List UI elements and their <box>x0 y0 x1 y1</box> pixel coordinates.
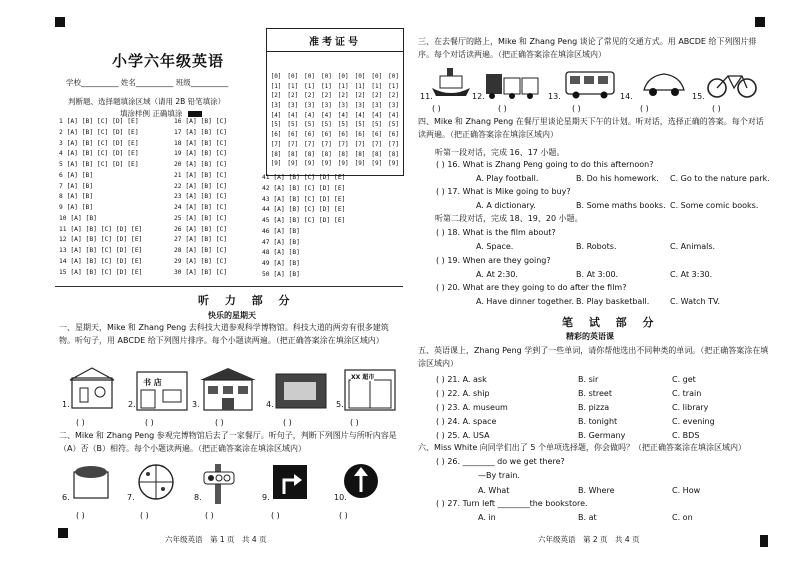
registration-mark-bottom-left <box>58 528 68 538</box>
question-21: ( ) 21. A. ask <box>436 375 487 384</box>
exam-id-digit-bubble[interactable]: [8] <box>304 150 316 158</box>
science-museum-picture <box>68 366 120 412</box>
fill-instruction: 判断题、选择题填涂区域（请用 2B 铅笔填涂） <box>68 97 226 106</box>
q19-option-a[interactable]: A. At 2:30. <box>476 270 518 279</box>
answer-column-1-15[interactable] <box>59 117 142 278</box>
answer-row[interactable]: 19 [A] [B] [C] <box>174 150 228 158</box>
exam-id-digit-bubble[interactable]: [2] <box>388 92 400 100</box>
exam-id-digit-bubble[interactable]: [5] <box>320 121 332 129</box>
q19-option-c[interactable]: C. At 3:30. <box>670 270 713 279</box>
exam-id-digit-bubble[interactable]: [1] <box>320 82 332 90</box>
exam-id-digit-bubble[interactable]: [6] <box>371 131 383 139</box>
exam-id-digit-bubble[interactable]: [4] <box>270 111 282 119</box>
answer-row[interactable]: 48 [A] [B] <box>262 249 300 257</box>
question-2-instruction: 二、Mike 和 Zhang Peng 参观完博物馆后去了一家餐厅。听句子，判断下列图片与所听内容是（A）否（B）相符。每个小题读两遍。（把正确答案涂在填涂区域内） <box>59 431 397 453</box>
question-5-instruction: 五、英语课上，Zhang Peng 学到了一些单词，请你帮他选出不同种类的单词。（把正确答案涂在填涂区域内） <box>418 346 769 368</box>
exam-id-digit-column[interactable] <box>335 72 351 169</box>
exam-id-digit-bubble[interactable]: [4] <box>320 111 332 119</box>
answer-row[interactable]: 26 [A] [B] [C] <box>174 225 228 233</box>
question-16: ( ) 16. What is Zhang Peng going to do this afternoon? <box>436 160 654 169</box>
exam-id-digit-bubble[interactable]: [9] <box>388 160 400 168</box>
exam-id-digit-bubble[interactable]: [8] <box>287 150 299 158</box>
exam-id-digit-bubble[interactable]: [3] <box>287 102 299 110</box>
ship-picture <box>430 66 472 100</box>
exam-id-digit-bubble[interactable]: [9] <box>320 160 332 168</box>
exam-id-digit-bubble[interactable]: [8] <box>337 150 349 158</box>
pic-label-11: 11. <box>420 92 433 101</box>
exam-id-digit-bubble[interactable]: [1] <box>337 82 349 90</box>
exam-id-digit-bubble[interactable]: [3] <box>320 102 332 110</box>
exam-id-digit-bubble[interactable]: [0] <box>304 73 316 80</box>
exam-id-digit-bubble[interactable]: [1] <box>388 82 400 90</box>
answer-row[interactable]: 20 [A] [B] [C] <box>174 161 228 168</box>
answer-row[interactable]: 46 [A] [B] <box>262 227 300 235</box>
exam-id-digit-column[interactable] <box>318 72 334 169</box>
pic-label-15: 15. <box>692 92 705 101</box>
question-27: ( ) 27. Turn left ________the bookstore. <box>436 499 588 508</box>
exam-id-digit-column[interactable] <box>285 72 301 169</box>
exam-id-digit-bubble[interactable]: [6] <box>337 131 349 139</box>
exam-id-digit-bubble[interactable]: [0] <box>371 73 383 80</box>
footer-left: 六年级英语 第 1 页 共 4 页 <box>165 535 267 544</box>
answer-row[interactable]: 50 [A] [B] <box>262 270 300 278</box>
pic-label-12: 12. <box>472 92 485 101</box>
exam-id-digit-bubble[interactable]: [9] <box>287 160 299 168</box>
pic-label-9: 9. <box>262 493 270 502</box>
q26-option-b[interactable]: B. Where <box>578 486 615 495</box>
exam-id-digit-bubble[interactable]: [2] <box>371 92 383 100</box>
q18-option-c[interactable]: C. Animals. <box>670 242 716 251</box>
exam-id-digit-bubble[interactable]: [5] <box>388 121 400 129</box>
question-4-instruction: 四、Mike 和 Zhang Peng 在餐厅里谈论星期天下午的计划。听对话，选择正确的答案。每个对话读两遍。（把正确答案涂在填涂区域内） <box>418 117 764 139</box>
exam-id-digit-bubble[interactable]: [5] <box>270 121 282 129</box>
exam-id-digit-bubble[interactable]: [6] <box>388 131 400 139</box>
exam-id-digit-bubble[interactable]: [4] <box>354 111 366 119</box>
exam-id-digit-bubble[interactable]: [0] <box>354 73 366 80</box>
answer-paren-3[interactable]: ( ) <box>215 418 224 427</box>
written-subheading: 精彩的英语课 <box>566 332 614 341</box>
pic-label-8: 8. <box>194 493 202 502</box>
exam-id-digit-bubble[interactable]: [3] <box>337 102 349 110</box>
registration-mark-bottom-right <box>760 535 768 547</box>
exam-id-digit-bubble[interactable]: [5] <box>304 121 316 129</box>
exam-id-digit-column[interactable] <box>268 72 284 169</box>
answer-column-41-50[interactable] <box>262 173 345 281</box>
question-6-instruction: 六、Miss White 向同学们出了 5 个单项选择题，你会做吗？（把正确答案涂在填涂区域内） <box>418 443 746 452</box>
exam-id-digit-bubble[interactable]: [7] <box>287 140 299 148</box>
supermarket-sign: XX 超市 <box>351 374 375 381</box>
pic-label-2: 2. <box>128 400 136 409</box>
exam-id-digit-bubble[interactable]: [6] <box>320 131 332 139</box>
answer-paren-10[interactable]: ( ) <box>339 511 348 520</box>
answer-row[interactable]: 2 [A] [B] [C] [D] [E] <box>59 128 139 136</box>
first-dialogue-note: 听第一段对话，完成 16、17 小题。 <box>435 148 565 157</box>
q20-option-a[interactable]: A. Have dinner together. <box>476 297 574 306</box>
answer-row[interactable]: 44 [A] [B] [C] [D] [E] <box>262 206 346 214</box>
q19-option-b[interactable]: B. At 3:00. <box>576 270 619 279</box>
q25-option-b[interactable]: B. Germany <box>578 431 626 440</box>
question-18: ( ) 18. What is the film about? <box>436 228 556 237</box>
exam-id-digit-bubble[interactable]: [0] <box>388 73 400 80</box>
pizza-picture <box>136 462 176 502</box>
bike-picture <box>706 66 758 100</box>
screen-picture <box>274 372 328 412</box>
answer-row[interactable]: 6 [A] [B] <box>59 171 94 179</box>
exam-id-digit-bubble[interactable]: [4] <box>371 111 383 119</box>
student-info-fields[interactable]: 学校__________ 姓名__________ 班级__________ <box>66 78 229 87</box>
traffic-lights-picture <box>202 462 236 504</box>
answer-paren-8[interactable]: ( ) <box>205 511 214 520</box>
answer-row[interactable]: 49 [A] [B] <box>262 260 300 267</box>
answer-row[interactable]: 14 [A] [B] [C] [D] [E] <box>59 257 143 265</box>
q21-option-c[interactable]: C. get <box>672 375 696 384</box>
q23-option-c[interactable]: C. library <box>672 403 709 412</box>
answer-row[interactable]: 22 [A] [B] [C] <box>174 182 228 190</box>
listening-subheading: 快乐的星期天 <box>208 311 256 320</box>
exam-id-digit-bubble[interactable]: [8] <box>388 150 400 158</box>
bookstore-picture <box>135 366 191 412</box>
answer-paren-9[interactable]: ( ) <box>271 511 280 520</box>
page-title: 小学六年级英语 <box>112 52 225 70</box>
exam-id-digit-bubble[interactable]: [7] <box>320 140 332 148</box>
q22-option-b[interactable]: B. street <box>578 389 612 398</box>
exam-id-digit-bubble[interactable]: [1] <box>287 82 299 90</box>
exam-id-digit-bubble[interactable]: [8] <box>354 150 366 158</box>
cinema-building-picture <box>198 366 258 412</box>
answer-row[interactable]: 21 [A] [B] [C] <box>174 171 228 179</box>
answer-row[interactable]: 4 [A] [B] [C] [D] [E] <box>59 150 139 158</box>
q26-option-a[interactable]: A. What <box>478 486 510 495</box>
q27-option-c[interactable]: C. on <box>672 513 693 522</box>
exam-id-digit-bubble[interactable]: [1] <box>270 82 282 90</box>
pic-label-13: 13. <box>548 92 561 101</box>
exam-id-digit-bubble[interactable]: [4] <box>287 111 299 119</box>
exam-id-digit-bubble[interactable]: [7] <box>354 140 366 148</box>
exam-id-digit-bubble[interactable]: [5] <box>337 121 349 129</box>
exam-id-digit-bubble[interactable]: [7] <box>304 140 316 148</box>
exam-id-digit-bubble[interactable]: [2] <box>337 92 349 100</box>
q27-option-a[interactable]: A. in <box>478 513 496 522</box>
answer-row[interactable]: 3 [A] [B] [C] [D] [E] <box>59 139 139 147</box>
exam-id-digit-bubble[interactable]: [7] <box>388 140 400 148</box>
q17-option-a[interactable]: A. A dictionary. <box>476 201 536 210</box>
second-dialogue-note: 听第二段对话，完成 18、19、20 小题。 <box>435 214 583 223</box>
question-25: ( ) 25. A. USA <box>436 431 490 440</box>
answer-paren-2[interactable]: ( ) <box>145 418 154 427</box>
answer-paren-14[interactable]: ( ) <box>640 104 649 113</box>
exam-id-digit-bubble[interactable]: [8] <box>320 150 332 158</box>
answer-row[interactable]: 24 [A] [B] [C] <box>174 204 228 211</box>
question-3-instruction: 三、在去餐厅的路上，Mike 和 Zhang Peng 谈论了常见的交通方式。用 ABCDE 给下列图片排序。每个对话读两遍。（把正确答案涂在填涂区域内） <box>418 37 757 59</box>
answer-row[interactable]: 1 [A] [B] [C] [D] [E] <box>59 118 139 125</box>
answer-row[interactable]: 30 [A] [B] [C] <box>174 268 228 276</box>
exam-id-digit-bubble[interactable]: [2] <box>270 92 282 100</box>
pic-label-3: 3. <box>192 400 200 409</box>
question-20: ( ) 20. What are they going to do after the film? <box>436 283 627 292</box>
exam-id-digit-bubble[interactable]: [9] <box>354 160 366 168</box>
exam-id-digit-bubble[interactable]: [8] <box>371 150 383 158</box>
answer-row[interactable]: 27 [A] [B] [C] <box>174 236 228 244</box>
answer-paren-12[interactable]: ( ) <box>498 104 507 113</box>
q27-option-b[interactable]: B. at <box>578 513 597 522</box>
answer-column-16-30[interactable] <box>174 117 227 278</box>
bookstore-sign: 书 店 <box>143 378 162 387</box>
answer-paren-7[interactable]: ( ) <box>140 511 149 520</box>
written-heading: 笔 试 部 分 <box>562 316 660 329</box>
exam-id-digit-bubble[interactable]: [6] <box>270 131 282 139</box>
pic-label-4: 4. <box>266 400 274 409</box>
exam-id-digit-bubble[interactable]: [6] <box>287 131 299 139</box>
exam-id-digit-bubble[interactable]: [0] <box>320 73 332 80</box>
sign-picture <box>72 462 112 502</box>
q25-option-c[interactable]: C. BDS <box>672 431 700 440</box>
answer-row[interactable]: 9 [A] [B] <box>59 204 94 211</box>
fill-sample-text: 填涂样例 正确填涂 <box>120 109 183 118</box>
exam-id-digit-bubble[interactable]: [9] <box>337 160 349 168</box>
exam-id-digit-bubble[interactable]: [2] <box>287 92 299 100</box>
go-straight-sign-picture <box>342 462 380 500</box>
q26-option-c[interactable]: C. How <box>672 486 701 495</box>
exam-id-digit-bubble[interactable]: [3] <box>304 102 316 110</box>
answer-row[interactable]: 23 [A] [B] [C] <box>174 193 228 201</box>
q26-reply: —By train. <box>478 471 520 480</box>
exam-id-digit-bubble[interactable]: [5] <box>371 121 383 129</box>
exam-id-digit-bubble[interactable]: [3] <box>270 102 282 110</box>
pic-label-10: 10. <box>334 493 347 502</box>
listening-heading: 听 力 部 分 <box>198 294 296 307</box>
exam-id-divider <box>267 51 403 52</box>
answer-paren-4[interactable]: ( ) <box>283 418 292 427</box>
answer-paren-5[interactable]: ( ) <box>350 418 359 427</box>
answer-paren-13[interactable]: ( ) <box>572 104 581 113</box>
exam-id-digit-bubble[interactable]: [2] <box>304 92 316 100</box>
answer-row[interactable]: 18 [A] [B] [C] <box>174 139 228 147</box>
answer-row[interactable]: 28 [A] [B] [C] <box>174 247 228 254</box>
question-17: ( ) 17. What is Mike going to buy? <box>436 187 571 196</box>
answer-row[interactable]: 8 [A] [B] <box>59 193 94 201</box>
answer-paren-11[interactable]: ( ) <box>432 104 441 113</box>
exam-id-digit-bubble[interactable]: [2] <box>354 92 366 100</box>
exam-id-digit-bubble[interactable]: [3] <box>371 102 383 110</box>
bus-picture <box>564 70 616 100</box>
exam-id-digit-bubble[interactable]: [5] <box>354 121 366 129</box>
q18-option-a[interactable]: A. Space. <box>476 242 514 251</box>
exam-id-digit-bubble[interactable]: [1] <box>354 82 366 90</box>
answer-row[interactable]: 15 [A] [B] [C] [D] [E] <box>59 268 143 276</box>
exam-id-digit-bubble[interactable]: [1] <box>304 82 316 90</box>
exam-id-digit-bubble[interactable]: [6] <box>354 131 366 139</box>
exam-id-digit-bubble[interactable]: [3] <box>388 102 400 110</box>
exam-id-digit-bubble[interactable]: [9] <box>270 160 282 168</box>
pic-label-14: 14. <box>620 92 633 101</box>
exam-id-digit-column[interactable] <box>369 72 385 169</box>
question-24: ( ) 24. A. space <box>436 417 497 426</box>
exam-id-digit-bubble[interactable]: [2] <box>320 92 332 100</box>
exam-id-digit-column[interactable] <box>386 72 402 169</box>
exam-id-digit-bubble[interactable]: [8] <box>270 150 282 158</box>
exam-id-digit-bubble[interactable]: [9] <box>371 160 383 168</box>
registration-mark-top-right <box>755 17 765 27</box>
answer-row[interactable]: 43 [A] [B] [C] [D] [E] <box>262 195 346 203</box>
pic-label-1: 1. <box>62 400 70 409</box>
exam-id-digit-column[interactable] <box>302 72 318 169</box>
q24-option-b[interactable]: B. tonight <box>578 417 618 426</box>
question-1-instruction: 一、星期天，Mike 和 Zhang Peng 去科技大道参观科学博物馆。科技大道的两旁有很多建筑物。听句子，用 ABCDE 给下列图片排序。每个小题读两遍。（把正确答案涂在填涂区域内） <box>59 323 389 345</box>
exam-id-digit-bubble[interactable]: [0] <box>270 73 282 80</box>
footer-right: 六年级英语 第 2 页 共 4 页 <box>538 535 640 544</box>
q17-option-b[interactable]: B. Some maths books. <box>576 201 666 210</box>
exam-id-digit-bubble[interactable]: [7] <box>337 140 349 148</box>
q16-option-b[interactable]: B. Do his homework. <box>576 174 659 183</box>
answer-row[interactable]: 10 [A] [B] <box>59 214 97 222</box>
pic-label-5: 5. <box>336 400 344 409</box>
exam-id-digit-bubble[interactable]: [1] <box>371 82 383 90</box>
pic-label-6: 6. <box>62 493 70 502</box>
answer-row[interactable]: 25 [A] [B] [C] <box>174 214 228 222</box>
train-picture <box>484 68 540 100</box>
answer-paren-6[interactable]: ( ) <box>76 511 85 520</box>
answer-row[interactable]: 16 [A] [B] [C] <box>174 118 228 125</box>
answer-row[interactable]: 47 [A] [B] <box>262 238 300 246</box>
answer-paren-15[interactable]: ( ) <box>712 104 721 113</box>
answer-sheet-bottom-rule <box>55 286 403 287</box>
q24-option-c[interactable]: C. evening <box>672 417 715 426</box>
q18-option-b[interactable]: B. Robots. <box>576 242 617 251</box>
answer-row[interactable]: 13 [A] [B] [C] [D] [E] <box>59 247 143 254</box>
q16-option-a[interactable]: A. Play football. <box>476 174 539 183</box>
question-19: ( ) 19. When are they going? <box>436 256 551 265</box>
q23-option-b[interactable]: B. pizza <box>578 403 610 412</box>
exam-id-digit-bubble[interactable]: [7] <box>371 140 383 148</box>
exam-id-digit-bubble[interactable]: [5] <box>287 121 299 129</box>
answer-row[interactable]: 5 [A] [B] [C] [D] [E] <box>59 161 139 168</box>
q16-option-c[interactable]: C. Go to the nature park. <box>670 174 770 183</box>
answer-row[interactable]: 12 [A] [B] [C] [D] [E] <box>59 236 143 244</box>
exam-id-digit-bubble[interactable]: [0] <box>287 73 299 80</box>
q20-option-c[interactable]: C. Watch TV. <box>670 297 720 306</box>
exam-id-digit-bubble[interactable]: [0] <box>337 73 349 80</box>
exam-id-digit-bubble[interactable]: [7] <box>270 140 282 148</box>
registration-mark-top-left <box>55 17 65 27</box>
answer-row[interactable]: 11 [A] [B] [C] [D] [E] <box>59 225 143 233</box>
q22-option-c[interactable]: C. train <box>672 389 702 398</box>
answer-row[interactable]: 17 [A] [B] [C] <box>174 128 228 136</box>
exam-id-digit-bubble[interactable]: [4] <box>388 111 400 119</box>
exam-id-digit-bubble[interactable]: [6] <box>304 131 316 139</box>
q20-option-b[interactable]: B. Play basketball. <box>576 297 650 306</box>
answer-row[interactable]: 45 [A] [B] [C] [D] [E] <box>262 217 346 224</box>
exam-id-digit-column[interactable] <box>352 72 368 169</box>
answer-row[interactable]: 42 [A] [B] [C] [D] [E] <box>262 184 346 192</box>
answer-row[interactable]: 7 [A] [B] <box>59 182 94 190</box>
exam-id-digit-bubble[interactable]: [4] <box>304 111 316 119</box>
q21-option-b[interactable]: B. sir <box>578 375 599 384</box>
exam-id-digit-bubble[interactable]: [9] <box>304 160 316 168</box>
answer-row[interactable]: 41 [A] [B] [C] [D] [E] <box>262 174 346 181</box>
turn-right-sign-picture <box>272 464 308 500</box>
q17-option-c[interactable]: C. Some comic books. <box>670 201 759 210</box>
answer-row[interactable]: 29 [A] [B] [C] <box>174 257 228 265</box>
answer-paren-1[interactable]: ( ) <box>76 418 85 427</box>
car-picture <box>640 70 688 100</box>
question-22: ( ) 22. A. ship <box>436 389 490 398</box>
pic-label-7: 7. <box>127 493 135 502</box>
question-23: ( ) 23. A. museum <box>436 403 508 412</box>
exam-id-digit-bubble[interactable]: [3] <box>354 102 366 110</box>
exam-id-digit-bubble[interactable]: [4] <box>337 111 349 119</box>
exam-id-title: 准考证号 <box>309 37 361 48</box>
question-26: ( ) 26. ________ do we get there? <box>436 457 565 466</box>
